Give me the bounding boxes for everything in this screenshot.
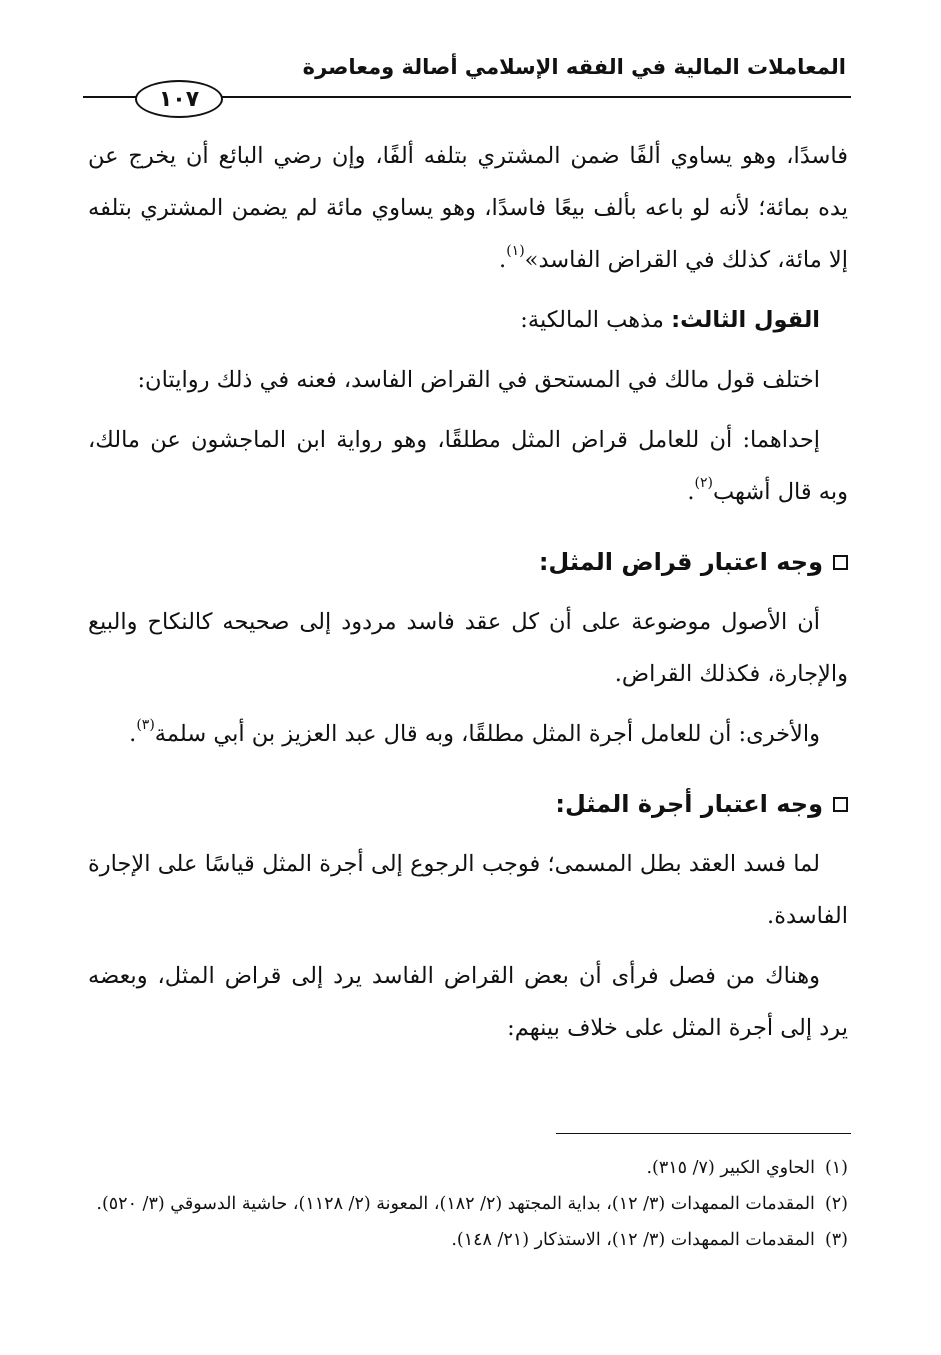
footnote-ref-2: (٢) <box>694 475 713 491</box>
paragraph-4-text: إحداهما: أن للعامل قراض المثل مطلقًا، وهو رواية ابن الماجشون عن مالك، وبه قال أشهب <box>88 427 848 505</box>
footnote-text: المقدمات الممهدات (٣/ ١٢)، بداية المجتهد (٢/ ١٨٢)، المعونة (٢/ ١١٢٨)، حاشية الدسوقي (٣/ ٥٢٠). <box>96 1194 815 1214</box>
footnote-ref-1: (١) <box>506 243 525 259</box>
footnote-2 <box>83 1186 848 1222</box>
running-header-title: المعاملات المالية في الفقه الإسلامي أصالة ومعاصرة <box>302 55 846 79</box>
heading-ujrat-mithl-text: وجه اعتبار أجرة المثل: <box>555 790 823 818</box>
footnote-number: (١) <box>824 1158 848 1178</box>
footnote-rule <box>556 1133 851 1134</box>
paragraph-7: لما فسد العقد بطل المسمى؛ فوجب الرجوع إلى أجرة المثل قياسًا على الإجارة الفاسدة. <box>88 851 848 929</box>
paragraph-2 <box>88 294 848 346</box>
footnote-ref-3: (٣) <box>136 717 155 733</box>
third-opinion-text: مذهب المالكية: <box>520 307 672 333</box>
main-text <box>88 130 848 1062</box>
footnote-text: الحاوي الكبير (٧/ ٣١٥). <box>646 1158 815 1178</box>
paragraph-6-text: والأخرى: أن للعامل أجرة المثل مطلقًا، وبه قال عبد العزيز بن أبي سلمة <box>154 721 820 747</box>
page-number <box>135 80 223 118</box>
paragraph-5: أن الأصول موضوعة على أن كل عقد فاسد مردود إلى صحيحه كالنكاح والبيع والإجارة، فكذلك القراض. <box>88 609 848 687</box>
footnotes <box>83 1150 848 1258</box>
footnote-number: (٢) <box>824 1194 848 1214</box>
third-opinion-label: القول الثالث: <box>671 307 820 333</box>
heading-qirad-mithl-text: وجه اعتبار قراض المثل: <box>538 548 823 576</box>
heading-qirad-mithl <box>88 536 848 588</box>
footnote-3 <box>83 1222 848 1258</box>
heading-ujrat-mithl <box>88 778 848 830</box>
footnote-number: (٣) <box>824 1230 848 1250</box>
checkbox-icon <box>833 797 848 812</box>
footnote-text: المقدمات الممهدات (٣/ ١٢)، الاستذكار (٢١/ ١٤٨). <box>451 1230 815 1250</box>
paragraph-4-end: . <box>687 479 695 505</box>
paragraph-4 <box>88 414 848 518</box>
paragraph-3: اختلف قول مالك في المستحق في القراض الفاسد، فعنه في ذلك روايتان: <box>137 367 820 393</box>
paragraph-1-end: . <box>499 247 507 273</box>
page-number-label: ١٠٧ <box>158 86 200 112</box>
footnote-1 <box>83 1150 848 1186</box>
paragraph-8: وهناك من فصل فرأى أن بعض القراض الفاسد يرد إلى قراض المثل، وبعضه يرد إلى أجرة المثل على خلاف بينهم: <box>88 963 848 1041</box>
paragraph-1 <box>88 130 848 286</box>
paragraph-6-end: . <box>129 721 137 747</box>
paragraph-1-text: فاسدًا، وهو يساوي ألفًا ضمن المشتري بتلفه ألفًا، وإن رضي البائع أن يخرج عن يده بمائة؛ لأنه لو باعه بألف بيعًا فاسدًا، وهو يساوي مائة لم يضمن المشتري بتلفه إلا مائة، كذلك في القراض الفاسد» <box>88 143 848 273</box>
checkbox-icon <box>833 555 848 570</box>
paragraph-6 <box>88 708 848 760</box>
